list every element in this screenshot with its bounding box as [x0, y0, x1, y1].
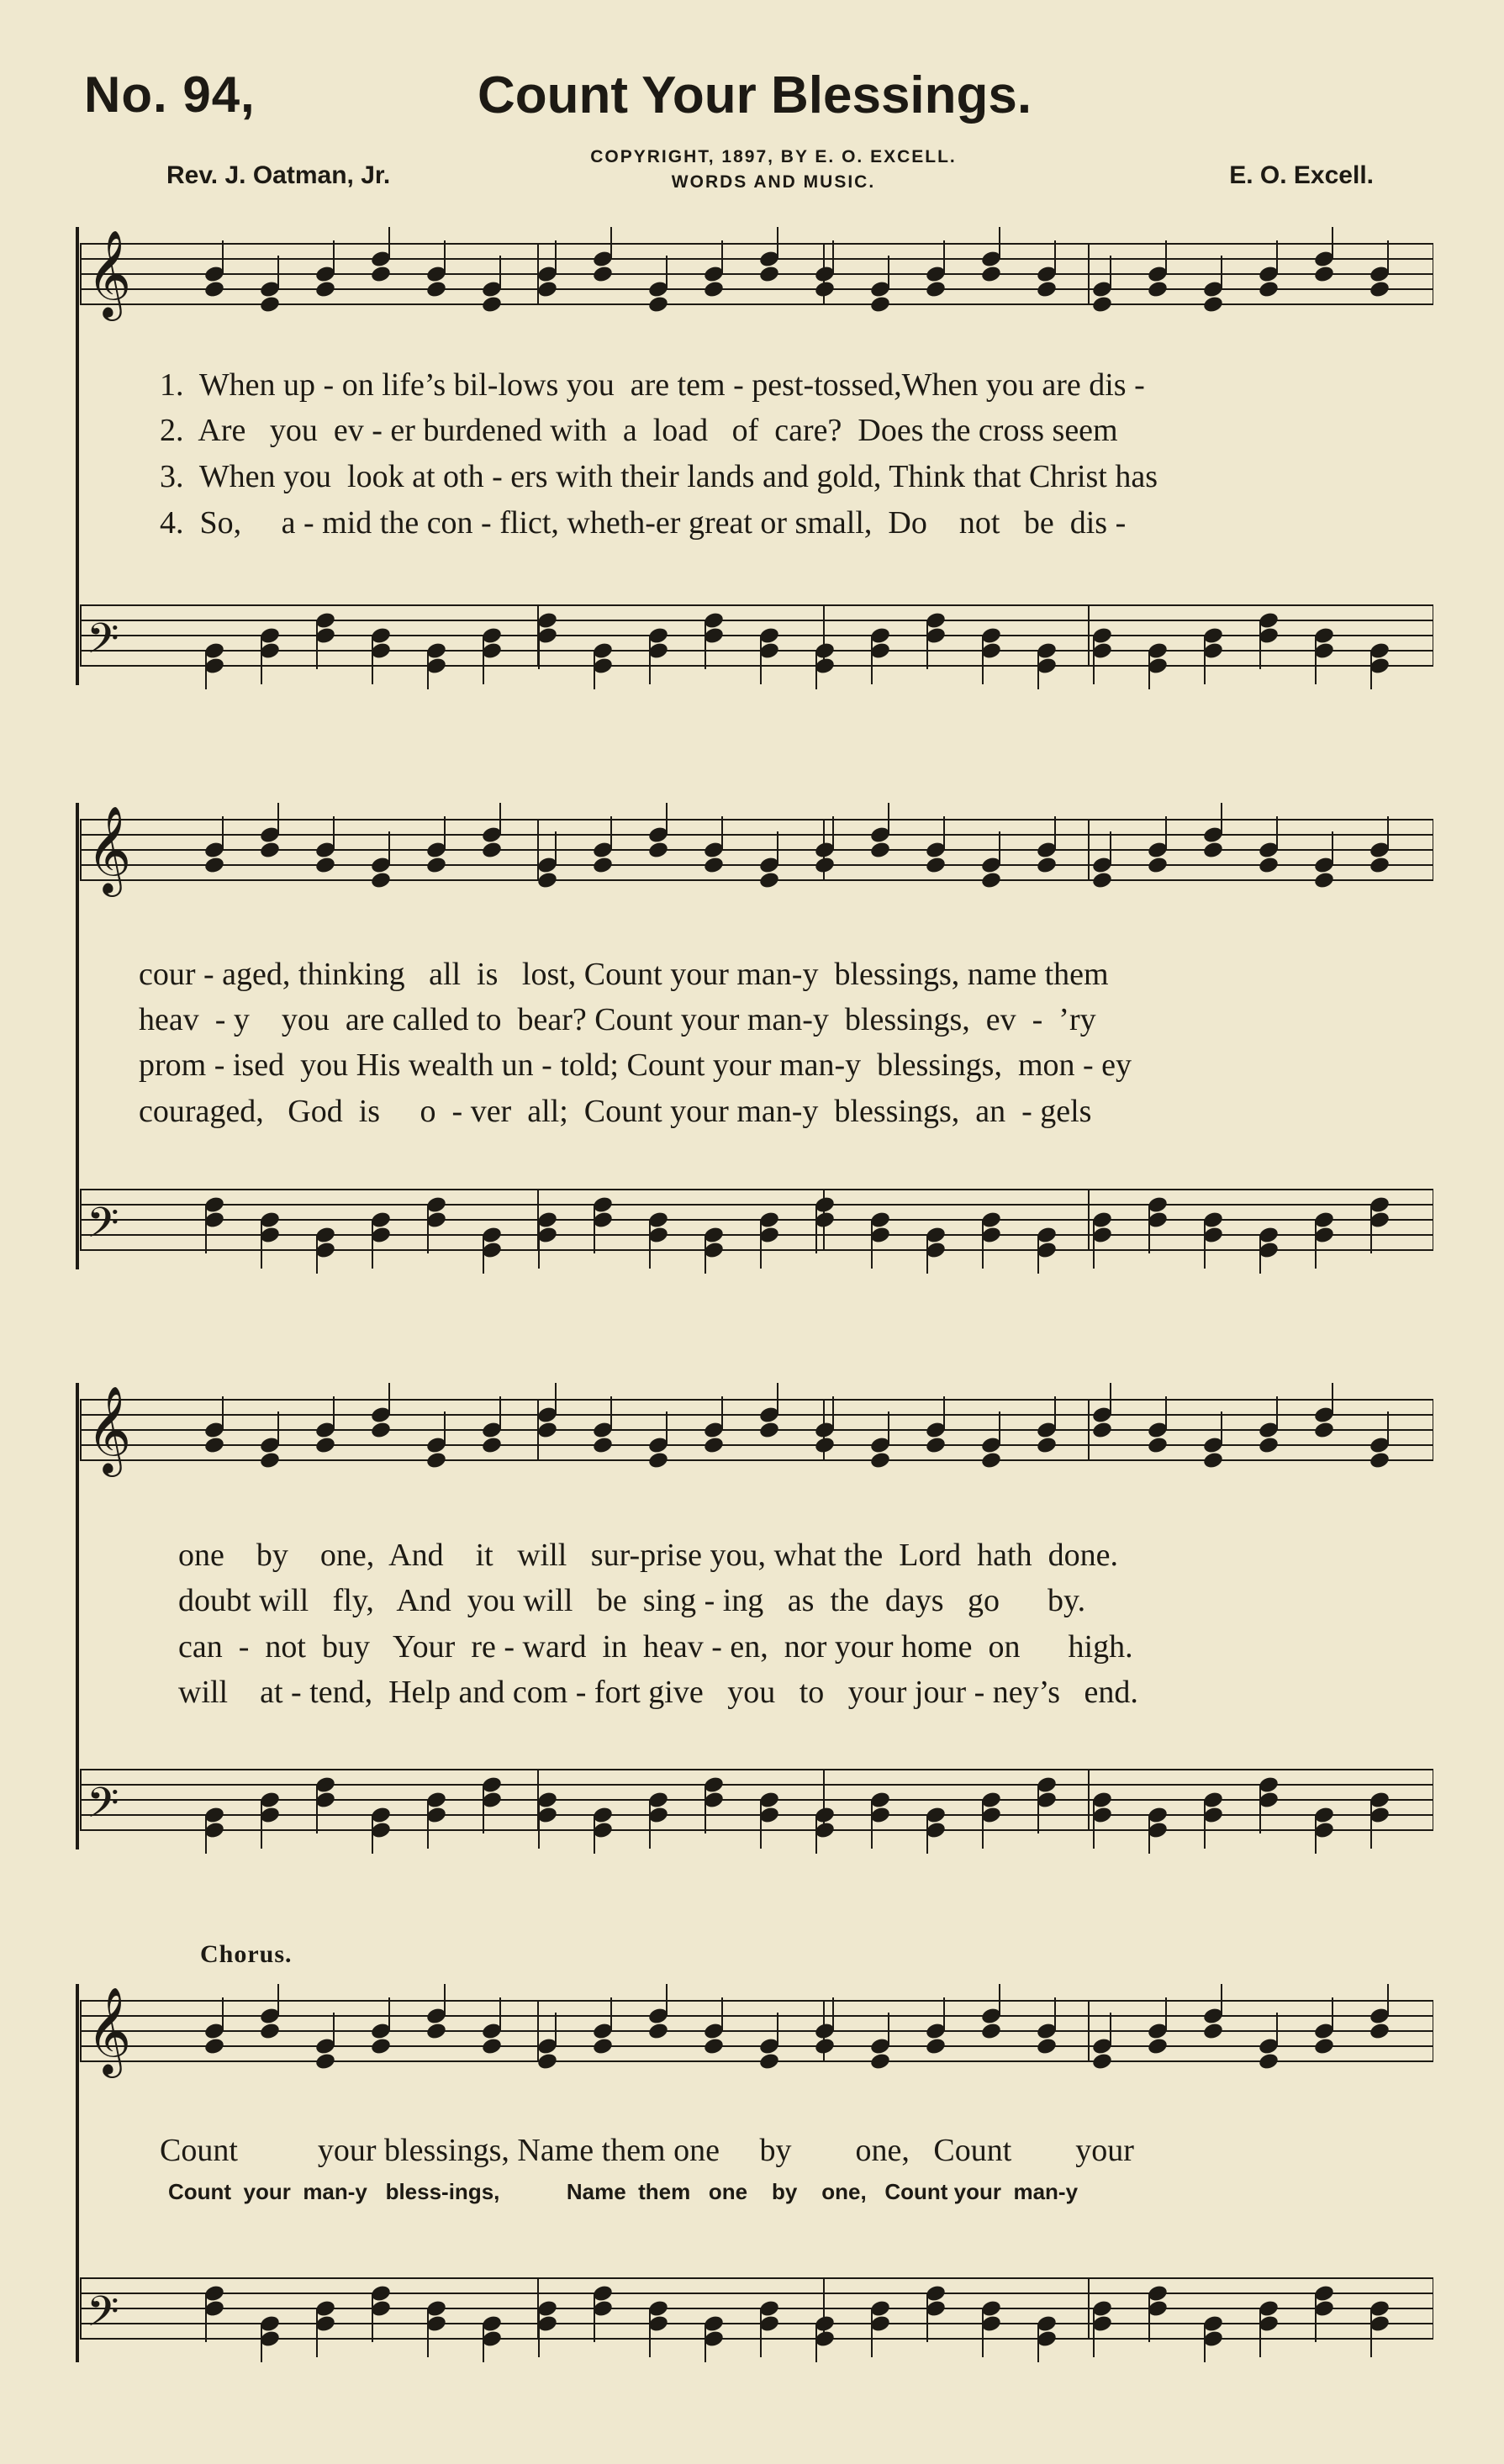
bass-staff-2	[80, 1173, 1433, 1274]
treble-staff-2	[80, 803, 1433, 904]
chorus-lyric: Count your blessings, Name them one by one, Count your	[160, 2133, 1134, 2168]
system-bar-2	[76, 803, 79, 1269]
treble-staff-1	[80, 227, 1433, 328]
treble-staff-4	[80, 1984, 1433, 2085]
lyric-verse-3-line-1: 3. When you look at oth - ers with their lands and gold, Think that Christ has	[160, 459, 1158, 494]
composer: E. O. Excell.	[1229, 161, 1374, 189]
system-bar-3	[76, 1383, 79, 1849]
copyright-scope: WORDS AND MUSIC.	[671, 172, 876, 192]
svg-text:𝄢: 𝄢	[87, 2287, 119, 2346]
svg-text:𝄢: 𝄢	[87, 615, 119, 673]
svg-text:𝄞: 𝄞	[87, 805, 132, 894]
chorus-label: Chorus.	[200, 1940, 293, 1968]
lyric-verse-2-line-1: 2. Are you ev - er burdened with a load of care? Does the cross seem	[160, 413, 1118, 448]
lyric-verse-1-line-1: 1. When up - on life’s bil-lows you are tem - pest-tossed,When you are dis -	[160, 367, 1145, 403]
hymn-number: No. 94,	[84, 66, 256, 123]
svg-text:𝄞: 𝄞	[87, 1385, 132, 1474]
chorus-alt-lyric: Count your man-y bless-ings, Name them one by one, Count your man-y	[168, 2179, 1079, 2204]
lyric-verse-1-line-2: cour - aged, thinking all is lost, Count your man-y blessings, name them	[139, 957, 1109, 992]
lyric-verse-3-line-2: prom - ised you His wealth un - told; Count your man-y blessings, mon - ey	[139, 1047, 1132, 1083]
svg-text:𝄢: 𝄢	[87, 1779, 119, 1838]
lyric-verse-2-line-3: doubt will fly, And you will be sing - ing as the days go by.	[178, 1583, 1086, 1618]
lyric-verse-4-line-2: couraged, God is o - ver all; Count your man-y blessings, an - gels	[139, 1094, 1092, 1129]
bass-staff-1	[80, 588, 1433, 689]
system-bar-1	[76, 227, 79, 685]
hymn-title: Count Your Blessings.	[478, 66, 1032, 124]
copyright-notice: COPYRIGHT, 1897, BY E. O. EXCELL.	[590, 147, 957, 166]
lyric-verse-2-line-2: heav - y you are called to bear? Count your man-y blessings, ev - ’ry	[139, 1002, 1096, 1037]
lyric-verse-3-line-3: can - not buy Your re - ward in heav - en, nor your home on high.	[178, 1629, 1133, 1665]
svg-text:𝄢: 𝄢	[87, 1199, 119, 1258]
system-bar-4	[76, 1984, 79, 2362]
lyric-verse-1-line-3: one by one, And it will sur-prise you, what the Lord hath done.	[178, 1538, 1118, 1573]
svg-text:𝄞: 𝄞	[87, 1987, 132, 2075]
svg-text:𝄞: 𝄞	[87, 230, 132, 318]
bass-staff-3	[80, 1753, 1433, 1854]
lyric-verse-4-line-3: will at - tend, Help and com - fort give you to your jour - ney’s end.	[178, 1675, 1138, 1710]
lyric-verse-4-line-1: 4. So, a - mid the con - flict, wheth-er great or small, Do not be dis -	[160, 505, 1127, 541]
lyricist: Rev. J. Oatman, Jr.	[166, 161, 391, 189]
bass-staff-4	[80, 2261, 1433, 2362]
treble-staff-3	[80, 1383, 1433, 1484]
